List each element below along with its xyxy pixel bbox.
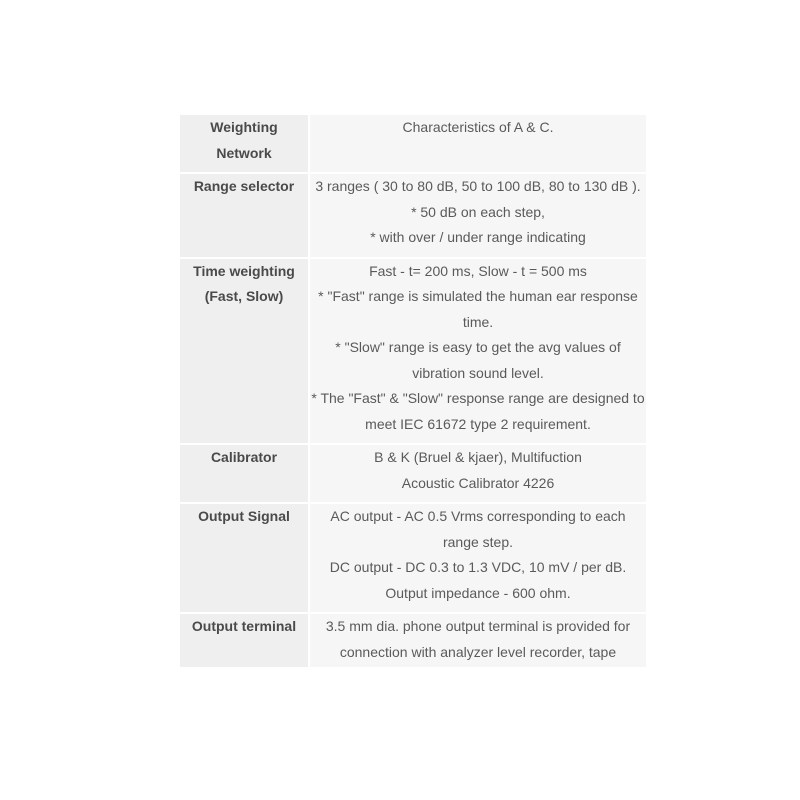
value-line: connection with analyzer level recorder, tape [339,643,617,660]
table-row [180,445,646,504]
row-label [180,174,310,259]
value-line: 3 ranges ( 30 to 80 dB, 50 to 100 dB, 80 to 130 dB ). [315,178,641,194]
table-row [180,614,646,667]
value-line: AC output - AC 0.5 Vrms corresponding to each [330,508,626,524]
row-label [180,115,310,174]
row-value [310,504,646,614]
label-line: Output Signal [198,508,290,524]
table-row [180,259,646,446]
value-line: meet IEC 61672 type 2 requirement. [365,415,591,432]
row-label [180,259,310,446]
value-line: Characteristics of A & C. [402,119,554,135]
row-value [310,174,646,259]
value-line: * with over / under range indicating [370,229,586,245]
table-row [180,174,646,259]
row-label [180,445,310,504]
value-line: B & K (Bruel & kjaer), Multifuction [374,449,582,465]
row-value [310,115,646,174]
label-line: Range selector [193,178,295,194]
value-line: range step. [442,533,514,550]
value-line: * "Slow" range is easy to get the avg values of [335,339,621,355]
label-line: Network [216,144,272,161]
value-line: time. [462,313,494,330]
value-line: * 50 dB on each step, [411,203,545,220]
table-row [180,504,646,614]
value-line: Acoustic Calibrator 4226 [401,474,555,491]
label-line: Calibrator [210,449,278,465]
value-line: Output impedance - 600 ohm. [385,584,571,601]
spec-table [180,115,646,667]
value-line: 3.5 mm dia. phone output terminal is provided for [325,618,631,634]
row-value [310,614,646,667]
value-line: * The "Fast" & "Slow" response range are designed to [311,390,645,406]
row-value [310,259,646,446]
row-label [180,504,310,614]
value-line: vibration sound level. [412,364,544,381]
label-line: (Fast, Slow) [204,288,284,304]
value-line: Fast - t= 200 ms, Slow - t = 500 ms [369,262,587,279]
label-line: Output terminal [191,618,297,634]
value-line: DC output - DC 0.3 to 1.3 VDC, 10 mV / per dB. [329,559,627,575]
row-value [310,445,646,504]
row-label [180,614,310,667]
label-line: Weighting [210,119,278,135]
label-line: Time weighting [193,262,295,279]
table-row [180,115,646,174]
value-line: * "Fast" range is simulated the human ear response [318,288,638,304]
